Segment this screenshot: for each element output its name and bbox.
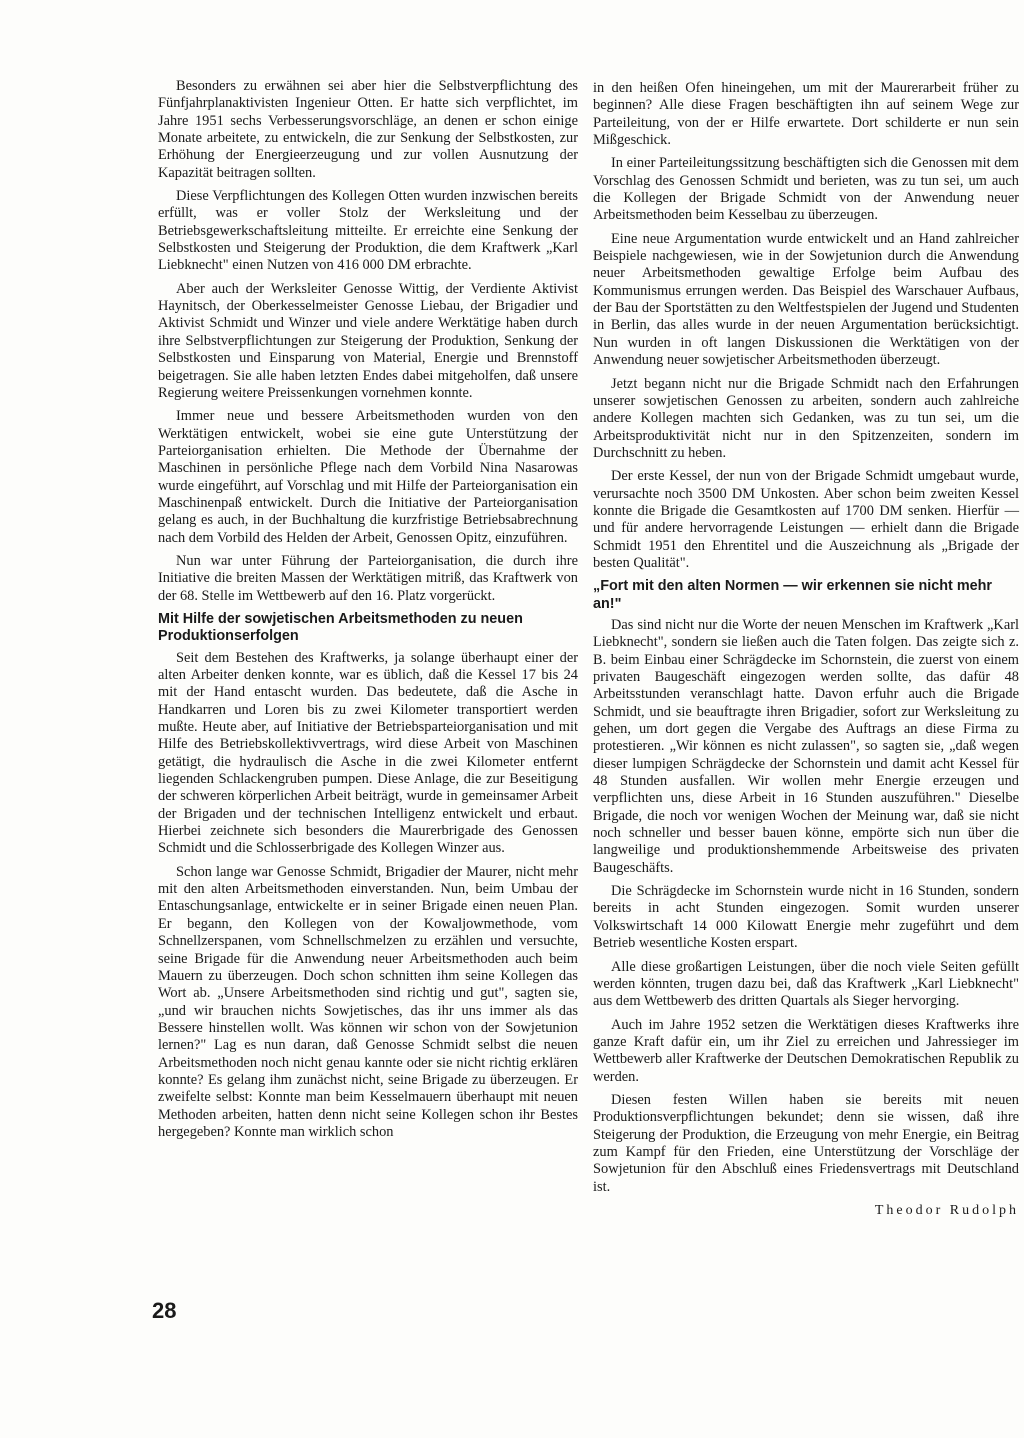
left-column: [158, 78, 578, 1147]
paragraph: Auch im Jahre 1952 setzen die Werktätigen dieses Kraftwerks ihre ganze Kraft dafür ein, um ihr Ziel zu erreichen und Jahressieger im Wettbewerb aller Kraftwerke der Deutschen Demokratischen Republik zu werden.: [593, 1016, 1019, 1085]
right-column: [593, 80, 1019, 1225]
paragraph: Der erste Kessel, der nun von der Brigade Schmidt umgebaut wurde, verursachte noch 3500 DM Unkosten. Aber schon beim zweiten Kessel konnte die Brigade die Gesamtkosten auf 1700 DM senken. Hierfür — und für andere hervorragende Leistungen — erhielt dann die Brigade Schmidt 1951 den Ehrentitel und die Auszeichnung als „Brigade der besten Qualität".: [593, 468, 1019, 571]
section-heading: „Fort mit den alten Normen — wir erkennen sie nicht mehr an!": [593, 578, 993, 612]
paragraph: Besonders zu erwähnen sei aber hier die Selbstverpflichtung des Fünfjahrplanaktivisten Ingenieur Otten. Er hatte sich verpflichtet, im Jahre 1951 sechs Verbesserungsvorschläge, an denen er schon einige Monate arbeitete, zu entwickeln, die zur Senkung der Selbstkosten, zur Erhöhung der Energieerzeugung und zur vollen Ausnutzung der Kapazität beitragen sollten.: [158, 78, 578, 181]
paragraph: Diesen festen Willen haben sie bereits mit neuen Produktionsverpflichtungen bekundet; denn sie wissen, daß ihre Steigerung der Produktion, die Erzeugung von mehr Energie, ein Beitrag zum Kampf für den Frieden, eine Unterstützung der Vorschläge der Sowjetunion für den Abschluß eines Friedensvertrags mit Deutschland ist.: [593, 1091, 1019, 1195]
paragraph: Diese Verpflichtungen des Kollegen Otten wurden inzwischen bereits erfüllt, was er voller Stolz der Werksleitung und der Betriebsgewerkschaftsleitung mitteilte. Er erreichte eine Senkung der Selbstkosten und Steigerung der Produktion, die dem Kraftwerk „Karl Liebknecht" einen Nutzen von 416 000 DM erbrachte.: [158, 188, 578, 274]
section-heading: Mit Hilfe der sowjetischen Arbeitsmethoden zu neuen Produktionserfolgen: [158, 610, 523, 645]
paragraph: Alle diese großartigen Leistungen, über die noch viele Seiten gefüllt werden könnten, trugen dazu bei, daß das Kraftwerk „Karl Liebknecht" aus dem Wettbewerb des dritten Quartals als Sieger hervorging.: [593, 958, 1019, 1010]
paragraph: Seit dem Bestehen des Kraftwerks, ja solange überhaupt einer der alten Arbeiter denken konnte, war es üblich, daß die Kessel 17 bis 24 mit der Hand entascht wurden. Das bedeutete, daß die Asche in Handkarren und Loren bis zu zwei Kilometer transportiert werden mußte. Heute aber, auf Initiative der Betriebsparteiorganisation und mit Hilfe des Betriebskollektivvertrags, wird diese Arbeit von Maschinen getätigt, die hydraulisch die Asche in die zwei Kilometer entfernt liegenden Schlackengruben pumpen. Diese Anlage, die zur Beseitigung der schweren körperlichen Arbeit beiträgt, wurde in gemeinsamer Arbeit der Brigaden und der technischen Intelligenz entwickelt und erbaut. Hierbei zeichnete sich besonders die Maurerbrigade des Genossen Schmidt und die Schlosserbrigade des Kollegen Winzer aus.: [158, 649, 578, 857]
paragraph: Nun war unter Führung der Parteiorganisation, die durch ihre Initiative die breiten Massen der Werktätigen mitriß, das Kraftwerk von der 68. Stelle im Wettbewerb auf den 16. Platz vorgerückt.: [158, 552, 578, 604]
paragraph: Das sind nicht nur die Worte der neuen Menschen im Kraftwerk „Karl Liebknecht", sondern sie ließen auch die Taten folgen. Das zeigte sich z. B. beim Einbau einer Schrägdecke im Schornstein, die zuerst von einem privaten Baugeschäft eingezogen werden sollte, das dafür 48 Arbeitsstunden veranschlagt hatte. Davon erfuhr auch die Brigade Schmidt, und sie beauftragte ihren Brigadier, sofort zur Werksleitung zu gehen, um dort gegen die Vergabe des Auftrags an diese Firma zu protestieren. „Wir können es nicht zulassen", so sagten sie, „daß wegen dieser lumpigen Schrägdecke der Schornstein und damit acht Kessel für 48 Stunden ausfallen. Wir wollen mehr Energie erzeugen und verpflichten uns, diese Arbeit in 16 Stunden auszuführen." Dieselbe Brigade, die noch vor wenigen Wochen der Meinung war, daß sie nicht noch schneller und besser bauen könne, empörte sich nun über die langweilige und produktionshemmende Arbeitsweise des privaten Baugeschäfts.: [593, 616, 1019, 876]
paragraph: Aber auch der Werksleiter Genosse Wittig, der Verdiente Aktivist Haynitsch, der Oberkesselmeister Genosse Liebau, der Brigadier und Aktivist Schmidt und Winzer und viele andere Werktätige haben durch ihre Selbstverpflichtungen zur Steigerung der Produktion, Senkung der Selbstkosten und Einsparung von Material, Energie und Brennstoff beigetragen. Sie alle haben letzten Endes dabei mitgeholfen, daß unsere Regierung weitere Preissenkungen vornehmen konnte.: [158, 280, 578, 401]
page-number: 28: [152, 1298, 177, 1323]
paragraph: Die Schrägdecke im Schornstein wurde nicht in 16 Stunden, sondern bereits in acht Stunden eingezogen. Somit wurden unserer Volkswirtschaft 14 000 Kilowatt Energie mehr zugeführt und dem Betrieb wesentliche Kosten erspart.: [593, 883, 1019, 952]
paragraph: Schon lange war Genosse Schmidt, Brigadier der Maurer, nicht mehr mit den alten Arbeitsmethoden einverstanden. Nun, beim Umbau der Entaschungsanlage, entwickelte er in seiner Brigade einen neuen Plan. Er begann, den Kollegen von der Kowaljowmethode, vom Schnellzerspanen, vom Schnellschmelzen zu erzählen und versuchte, seine Brigade für die Anwendung neuer Arbeitsmethoden auch beim Mauern zu überzeugen. Doch schon schnitten ihm seine Kollegen das Wort ab. „Unsere Arbeitsmethoden sind richtig und gut", sagten sie, „und wir brauchen nichts Sowjetisches, das ihr uns immer als das Bessere hinstellen wollt. Was können wir schon von der Sowjetunion lernen?" Lag es nun daran, daß Genosse Schmidt selbst die neuen Arbeitsmethoden noch nicht genau kannte oder sie nicht richtig erklären konnte? Es gelang ihm zunächst nicht, seine Brigade zu überzeugen. Er zweifelte selbst: Konnte man beim Kesselmauern überhaupt mit neuen Methoden arbeiten, hatten denn nicht seine Kollegen schon ihr Bestes hergegeben? Konnte man wirklich schon: [158, 863, 578, 1140]
author-signature: Theodor Rudolph: [874, 1202, 1019, 1218]
paragraph: In einer Parteileitungssitzung beschäftigten sich die Genossen mit dem Vorschlag des Genossen Schmidt und berieten, was zu tun sei, um auch die Kollegen der Brigade Schmidt von der Anwendung neuer Arbeitsmethoden beim Kesselbau zu überzeugen.: [593, 155, 1019, 224]
paragraph: Immer neue und bessere Arbeitsmethoden wurden von den Werktätigen entwickelt, wobei sie eine gute Unterstützung der Parteiorganisation erhielten. Die Methode der Übernahme der Maschinen in persönliche Pflege nach dem Vorbild Nina Nasarowas wurde eingeführt, auf Vorschlag und mit Hilfe der Parteiorganisation ein Maschinenpaß entwickelt. Durch die Initiative der Parteiorganisation gelang es auch, in der Buchhaltung die kurzfristige Betriebsabrechnung nach dem Vorbild des Helden der Arbeit, Genossen Opitz, einzuführen.: [158, 408, 578, 546]
paragraph: in den heißen Ofen hineingehen, um mit der Maurerarbeit früher zu beginnen? Alle diese Fragen beschäftigten ihn auf seinem Wege zur Parteileitung, von der er Hilfe erwartete. Dort schilderte er nun sein Mißgeschick.: [593, 80, 1019, 149]
paragraph: Eine neue Argumentation wurde entwickelt und an Hand zahlreicher Beispiele nachgewiesen, wie in der Sowjetunion durch die Anwendung neuer Arbeitsmethoden gewaltige Erfolge beim Aufbau des Kommunismus errungen werden. Das Beispiel des Warschauer Aufbaus, der Bau der Sportstätten zu den Weltfestspielen der Jugend und Studenten in Berlin, das alles wurde in der neuen Argumentation berücksichtigt. Nun wurden in oft langen Diskussionen die Werktätigen von der Anwendung neuer sowjetischer Arbeitsmethoden überzeugt.: [593, 230, 1019, 369]
paragraph: Jetzt begann nicht nur die Brigade Schmidt nach den Erfahrungen unserer sowjetischen Genossen zu arbeiten, sondern auch zahlreiche andere Kollegen machten sich Gedanken, was zu tun sei, um die Arbeitsproduktivität nicht nur in den Spitzenzeiten, sondern im Durchschnitt zu heben.: [593, 375, 1019, 461]
